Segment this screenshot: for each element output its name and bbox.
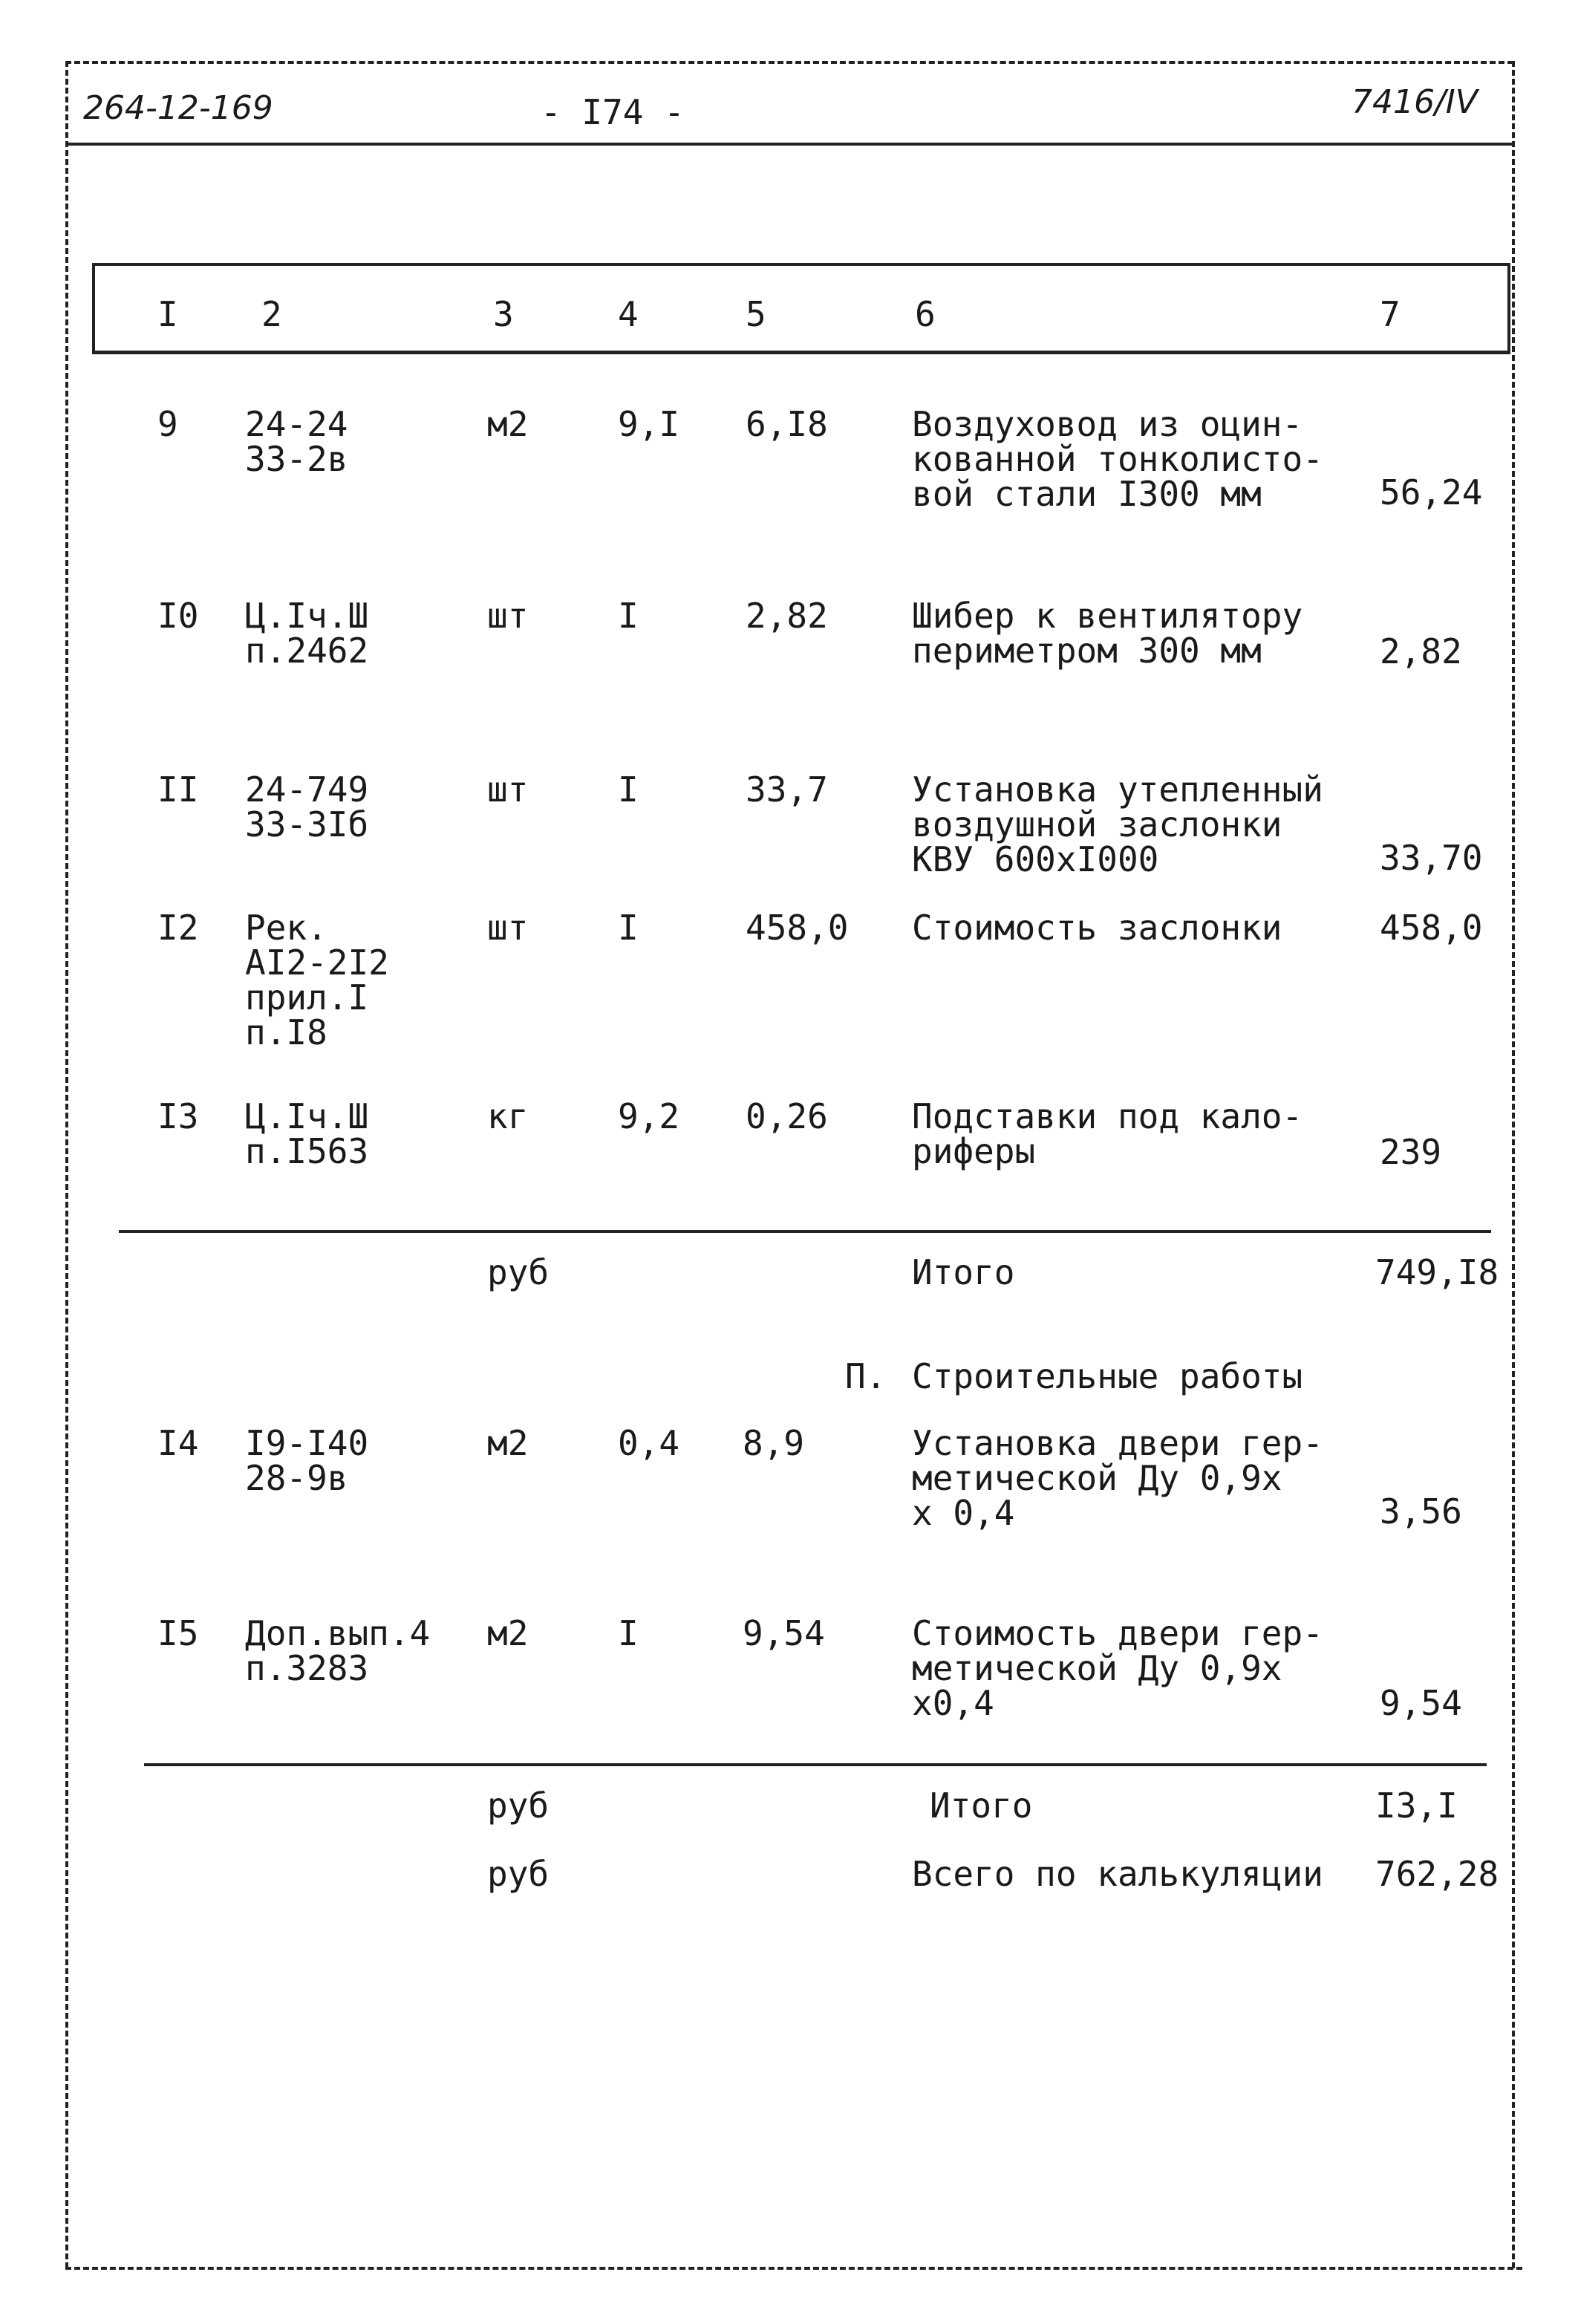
row-12-price: 458,0	[746, 908, 849, 948]
row-11-unit: шт	[487, 769, 529, 810]
grand-total-value: 762,28	[1375, 1854, 1499, 1894]
row-10-price: 2,82	[746, 596, 828, 636]
header-rule	[65, 143, 1512, 146]
row-15-total: 9,54	[1380, 1683, 1462, 1723]
row-12-code: Рек. AI2-2I2 прил.I п.I8	[245, 908, 389, 1052]
row-10-unit: шт	[487, 596, 529, 636]
row-12-total: 458,0	[1380, 908, 1483, 948]
grand-total-unit: руб	[487, 1854, 550, 1894]
subtotal-2-label: Итого	[930, 1786, 1033, 1826]
row-14-unit: м2	[487, 1423, 529, 1463]
row-12-unit: шт	[487, 908, 529, 948]
section-2-prefix: П.	[845, 1356, 887, 1396]
subtotal-1-unit: руб	[487, 1252, 550, 1292]
col-header-5: 5	[746, 294, 766, 334]
grand-total-label: Всего по калькуляции	[912, 1854, 1323, 1894]
col-header-2: 2	[261, 294, 282, 334]
col-header-7: 7	[1380, 294, 1401, 334]
row-13-num: I3	[157, 1096, 199, 1136]
row-9-desc: Воздуховод из оцин- кованной тонколисто- вой стали I300 мм	[912, 404, 1323, 514]
row-9-total: 56,24	[1380, 472, 1483, 512]
row-15-desc: Стоимость двери гер- метической Ду 0,9х х0,4	[912, 1613, 1323, 1723]
doc-code: 264-12-169	[83, 89, 273, 127]
frame-bottom	[65, 2267, 1522, 2270]
row-13-price: 0,26	[746, 1096, 828, 1136]
row-15-code: Доп.вып.4 п.3283	[245, 1613, 431, 1688]
row-9-unit: м2	[487, 404, 529, 444]
frame-right	[1512, 61, 1515, 2268]
subtotal-1-value: 749,I8	[1375, 1252, 1499, 1292]
row-9-price: 6,I8	[746, 404, 828, 444]
subtotal-1-label: Итого	[912, 1252, 1015, 1292]
row-14-code: I9-I40 28-9в	[245, 1423, 369, 1498]
row-11-num: II	[157, 769, 199, 810]
row-12-qty: I	[618, 908, 639, 948]
subtotal-2-unit: руб	[487, 1786, 550, 1826]
row-10-desc: Шибер к вентилятору периметром 300 мм	[912, 596, 1303, 671]
column-header-box	[92, 263, 1510, 354]
row-13-unit: кг	[487, 1096, 529, 1136]
subtotal-1-rule	[119, 1230, 1491, 1233]
row-14-price: 8,9	[743, 1423, 805, 1463]
row-9-qty: 9,I	[618, 404, 680, 444]
section-2-title: Строительные работы	[912, 1356, 1303, 1396]
row-11-code: 24-749 33-3Iб	[245, 769, 369, 844]
row-12-desc: Стоимость заслонки	[912, 908, 1282, 948]
subtotal-2-rule	[144, 1763, 1487, 1766]
row-11-desc: Установка утепленный воздушной заслонки КВУ 600хI000	[912, 769, 1323, 879]
frame-top	[65, 61, 1513, 64]
row-14-qty: 0,4	[618, 1423, 680, 1463]
row-15-qty: I	[618, 1613, 639, 1653]
subtotal-2-value: I3,I	[1375, 1786, 1458, 1826]
row-10-total: 2,82	[1380, 631, 1462, 671]
col-header-1: I	[157, 294, 178, 334]
col-header-6: 6	[915, 294, 936, 334]
row-12-num: I2	[157, 908, 199, 948]
row-10-code: Ц.Iч.Ш п.2462	[245, 596, 369, 671]
row-9-num: 9	[157, 404, 178, 444]
row-15-unit: м2	[487, 1613, 529, 1653]
row-15-num: I5	[157, 1613, 199, 1653]
row-13-code: Ц.Iч.Ш п.I563	[245, 1096, 369, 1171]
row-9-code: 24-24 33-2в	[245, 404, 348, 479]
row-11-price: 33,7	[746, 769, 828, 810]
row-14-total: 3,56	[1380, 1491, 1462, 1532]
row-11-total: 33,70	[1380, 838, 1483, 878]
row-13-qty: 9,2	[618, 1096, 680, 1136]
row-11-qty: I	[618, 769, 639, 810]
col-header-4: 4	[618, 294, 639, 334]
row-14-desc: Установка двери гер- метической Ду 0,9х х 0,4	[912, 1423, 1323, 1533]
row-15-price: 9,54	[743, 1613, 825, 1653]
row-13-desc: Подставки под кало- риферы	[912, 1096, 1303, 1171]
col-header-3: 3	[493, 294, 514, 334]
row-13-total: 239	[1380, 1132, 1442, 1172]
page-number: - I74 -	[541, 92, 685, 132]
row-10-qty: I	[618, 596, 639, 636]
row-14-num: I4	[157, 1423, 199, 1463]
frame-left	[65, 61, 68, 2268]
ref-code: 7416/IV	[1352, 83, 1478, 121]
row-10-num: I0	[157, 596, 199, 636]
